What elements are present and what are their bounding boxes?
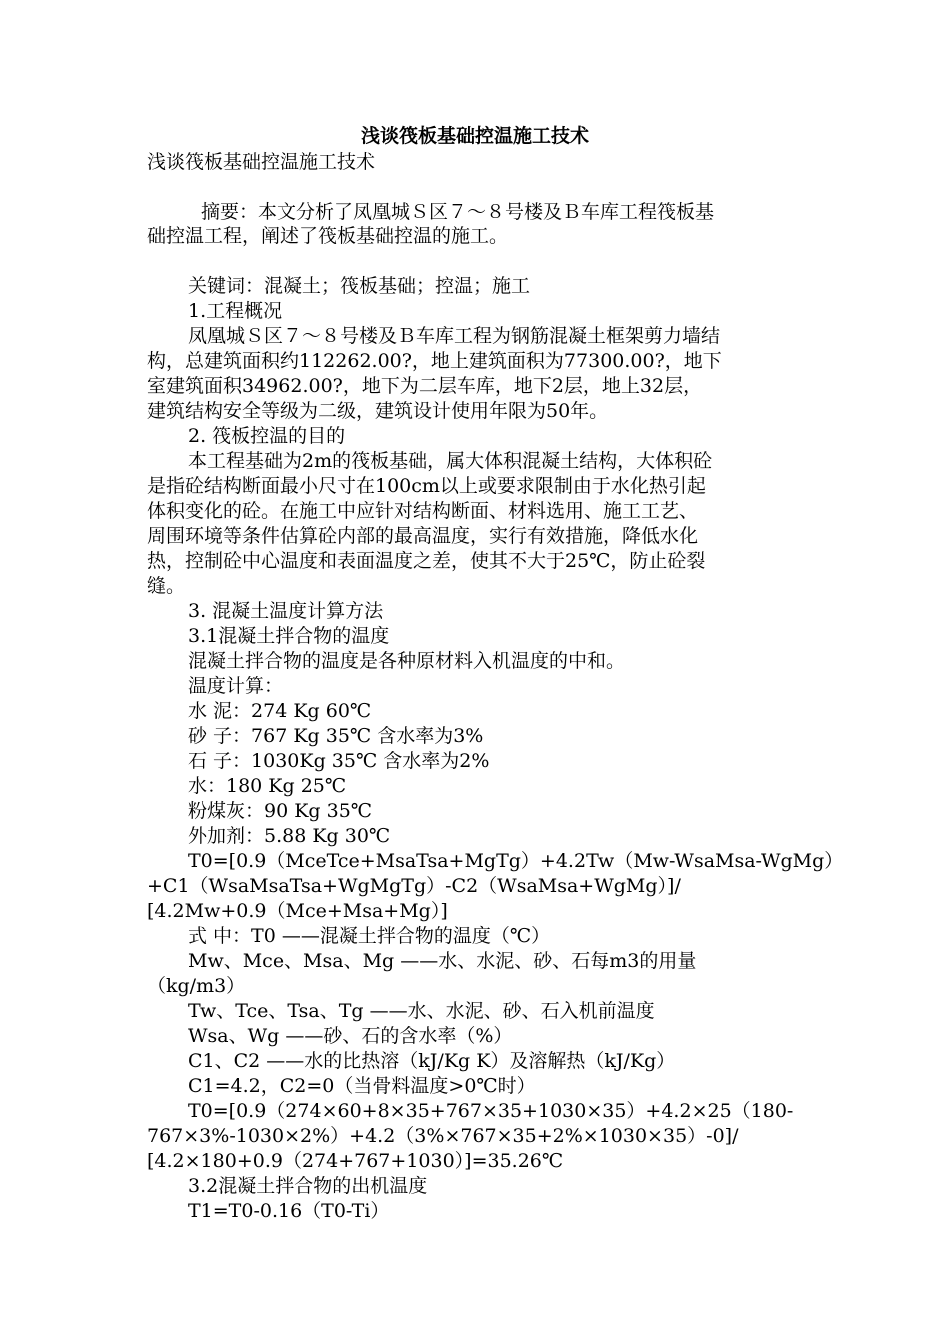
text-line: 浅谈筏板基础控温施工技术 (147, 151, 376, 173)
text-line: 水：180 Kg 25℃ (188, 775, 347, 797)
text-line: 摘要：本文分析了凤凰城Ｓ区７～８号楼及Ｂ车库工程筏板基 (201, 201, 715, 223)
text-line: （kg/m3） (147, 975, 246, 997)
text-line: Tw、Tce、Tsa、Tg ——水、水泥、砂、石入机前温度 (188, 1000, 655, 1022)
text-line: 缝。 (147, 575, 186, 597)
text-line: C1=4.2，C2=0（当骨料温度>0℃时） (188, 1075, 536, 1097)
text-line: C1、C2 ——水的比热溶（kJ/Kg K）及溶解热（kJ/Kg） (188, 1050, 676, 1072)
text-line: 外加剂：5.88 Kg 30℃ (188, 825, 391, 847)
text-line: 石 子：1030Kg 35℃ 含水率为2% (188, 750, 490, 772)
text-line: T1=T0-0.16（T0-Ti） (188, 1200, 390, 1222)
text-line: 砂 子：767 Kg 35℃ 含水率为3% (188, 725, 484, 747)
text-line: 水 泥：274 Kg 60℃ (188, 700, 372, 722)
text-line: T0=[0.9（MceTce+MsaTsa+MgTg）+4.2Tw（Mw-WsaMsa-WgMg） (188, 850, 844, 872)
text-line: 粉煤灰：90 Kg 35℃ (188, 800, 373, 822)
text-line: 凤凰城Ｓ区７～８号楼及Ｂ车库工程为钢筋混凝土框架剪力墙结 (188, 325, 721, 347)
text-line: 2. 筏板控温的目的 (188, 425, 346, 447)
text-line: 混凝土拌合物的温度是各种原材料入机温度的中和。 (188, 650, 626, 672)
text-line: [4.2Mw+0.9（Mce+Msa+Mg）] (147, 900, 448, 922)
text-line: +C1（WsaMsaTsa+WgMgTg）-C2（WsaMsa+WgMg）]/ (147, 875, 681, 897)
text-line: 767×3%-1030×2%）+4.2（3%×767×35+2%×1030×35）-0]/ (147, 1125, 739, 1147)
page-title: 浅谈筏板基础控温施工技术 (360, 125, 589, 147)
text-line: 式 中：T0 ——混凝土拌合物的温度（℃） (188, 925, 551, 947)
text-line: 3. 混凝土温度计算方法 (188, 600, 384, 622)
text-line: 室建筑面积34962.00?，地下为二层车库，地下2层，地上32层， (147, 375, 703, 397)
text-line: 温度计算： (188, 675, 284, 697)
text-line: 1.工程概况 (188, 300, 283, 322)
text-line: [4.2×180+0.9（274+767+1030）]=35.26℃ (147, 1150, 564, 1172)
text-line: 热，控制砼中心温度和表面温度之差，使其不大于25℃，防止砼裂 (147, 550, 706, 572)
text-line: 体积变化的砼。在施工中应针对结构断面、材料选用、施工工艺、 (147, 500, 699, 522)
text-line: T0=[0.9（274×60+8×35+767×35+1030×35）+4.2×25（180- (188, 1100, 794, 1122)
text-line: 关键词：混凝土；筏板基础；控温；施工 (188, 275, 531, 297)
text-line: Wsa、Wg ——砂、石的含水率（%） (188, 1025, 513, 1047)
text-line: 础控温工程，阐述了筏板基础控温的施工。 (147, 225, 509, 247)
text-line: 是指砼结构断面最小尺寸在100cm以上或要求限制由于水化热引起 (147, 475, 706, 497)
text-line: 周围环境等条件估算砼内部的最高温度，实行有效措施，降低水化 (147, 525, 699, 547)
text-line: Mw、Mce、Msa、Mg ——水、水泥、砂、石每m3的用量 (188, 950, 697, 972)
text-line: 构，总建筑面积约112262.00?，地上建筑面积为77300.00?，地下 (147, 350, 722, 372)
text-line: 3.2混凝土拌合物的出机温度 (188, 1175, 428, 1197)
text-line: 建筑结构安全等级为二级，建筑设计使用年限为50年。 (147, 400, 609, 422)
text-line: 本工程基础为2m的筏板基础，属大体积混凝土结构，大体积砼 (188, 450, 713, 472)
text-line: 3.1混凝土拌合物的温度 (188, 625, 390, 647)
